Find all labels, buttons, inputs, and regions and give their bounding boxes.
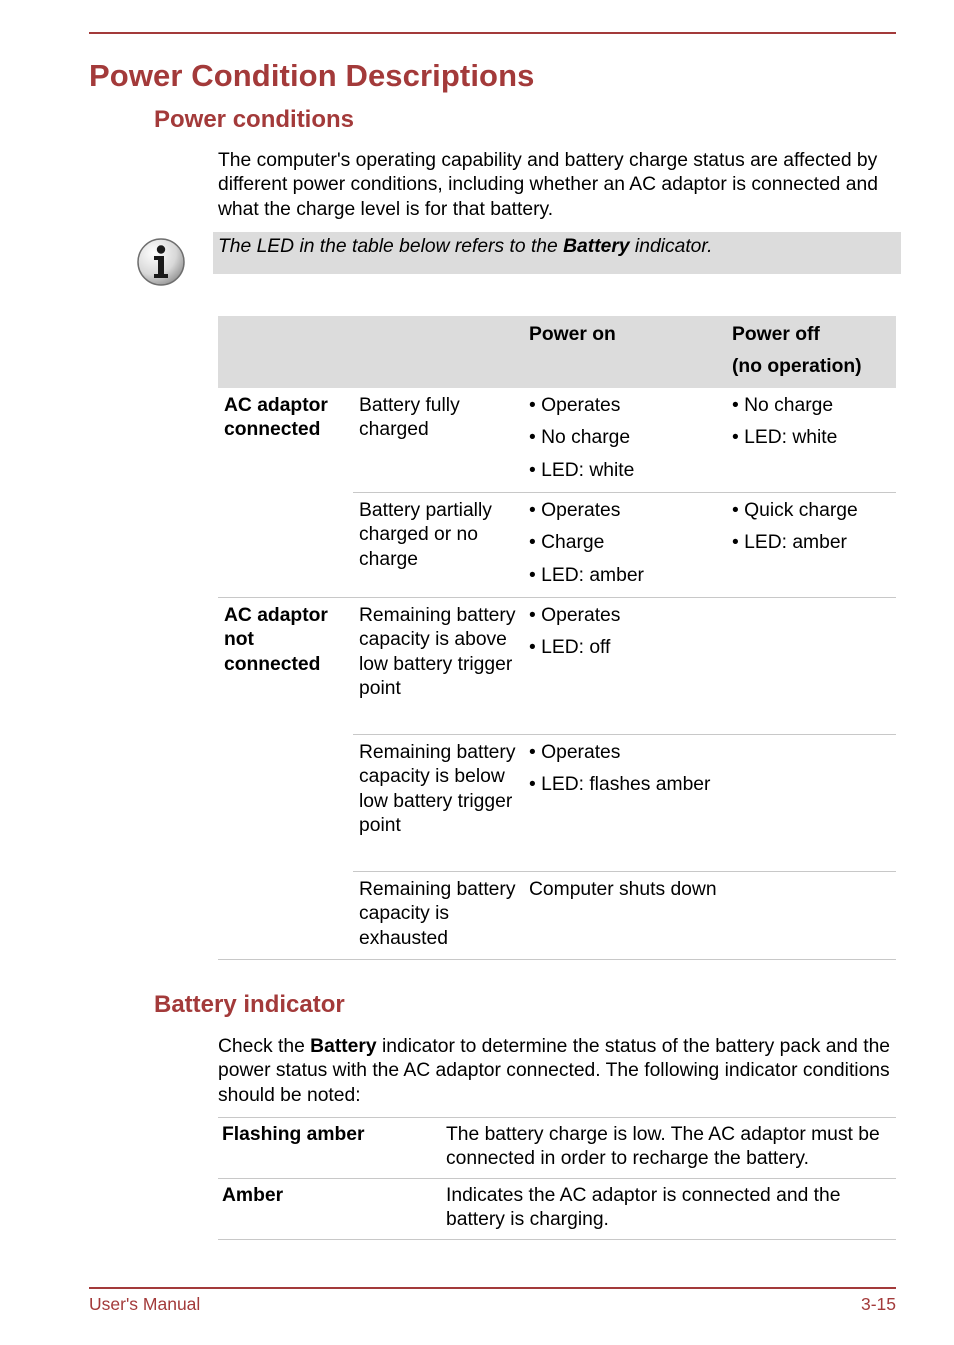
note-text-before: The LED in the table below refers to the [218, 236, 564, 257]
section-heading-power-conditions: Power conditions [154, 106, 355, 133]
condition-text: Remaining battery capacity is above low battery trigger point [359, 605, 516, 700]
note-text-after: indicator. [629, 236, 713, 257]
power-on-item: • Operates [529, 605, 621, 626]
group-label-line: connected [224, 653, 321, 675]
group-label-line: AC adaptor [224, 395, 328, 416]
header-cell-empty-2 [353, 316, 523, 388]
header-power-off [726, 316, 896, 388]
footer-page-number: 3-15 [860, 1294, 896, 1314]
power-on-item: • Operates [529, 500, 621, 521]
top-rule [89, 32, 896, 34]
power-off-cell [726, 872, 896, 960]
page-title: Power Condition Descriptions [89, 58, 535, 93]
power-off-cell [726, 493, 896, 598]
table-header-row [218, 316, 896, 388]
power-on-item: • Operates [529, 395, 621, 416]
power-on-item: • No charge [529, 427, 631, 449]
intro-text-after: indicator to determine the status of the battery pack and the power status with the AC adaptor connected. The following indicator conditions should be noted: [218, 1036, 891, 1106]
header-power-on [523, 316, 726, 388]
power-conditions-table [218, 316, 896, 960]
power-on-item: • Operates [529, 742, 621, 763]
power-off-cell [726, 388, 896, 493]
battery-indicator-table [218, 1117, 896, 1240]
power-on-item: • LED: amber [529, 564, 644, 586]
condition-cell [353, 388, 523, 493]
power-on-cell [523, 735, 726, 872]
power-on-item: Computer shuts down [529, 879, 717, 900]
condition-text: Battery partially charged or no charge [359, 500, 492, 570]
condition-cell [353, 598, 523, 735]
group-label-ac-not-connected [218, 598, 353, 960]
power-conditions-intro: The computer's operating capability and battery charge status are affected by different power conditions, including whether an AC adaptor is connected and what the charge level is for that battery. [218, 150, 878, 220]
condition-cell [353, 735, 523, 872]
group-label-line: not [224, 629, 254, 651]
power-off-cell [726, 735, 896, 872]
header-power-off-sublabel: (no operation) [732, 356, 862, 378]
power-off-item: • LED: amber [732, 532, 847, 554]
group-label-line: connected [224, 419, 321, 441]
table-row [218, 598, 896, 735]
power-on-cell [523, 598, 726, 735]
power-off-item: • No charge [732, 395, 834, 416]
group-label-line: AC adaptor [224, 605, 328, 626]
footer-rule [89, 1287, 896, 1289]
indicator-description: Indicates the AC adaptor is connected and the battery is charging. [442, 1178, 896, 1239]
indicator-term: Flashing amber [218, 1118, 442, 1179]
power-off-cell [726, 598, 896, 735]
power-off-item: • LED: white [732, 427, 838, 449]
power-on-cell [523, 872, 726, 960]
header-power-on-label: Power on [529, 324, 616, 345]
battery-indicator-intro [218, 1035, 898, 1108]
group-label-ac-connected [218, 388, 353, 598]
info-icon [136, 237, 186, 287]
note-text [218, 236, 712, 258]
power-on-item: • Charge [529, 532, 605, 554]
intro-text-bold: Battery [310, 1036, 377, 1057]
table-row [218, 1178, 896, 1239]
note-text-bold: Battery [563, 236, 630, 257]
indicator-term: Amber [218, 1178, 442, 1239]
footer-manual-name: User's Manual [89, 1294, 201, 1314]
condition-text: Battery fully charged [359, 395, 460, 441]
power-on-item: • LED: flashes amber [529, 774, 711, 796]
intro-text-before: Check the [218, 1036, 311, 1057]
table-row [218, 1118, 896, 1179]
power-on-item: • LED: white [529, 459, 635, 481]
header-cell-empty-1 [218, 316, 353, 388]
power-on-cell [523, 493, 726, 598]
section-heading-battery-indicator: Battery indicator [154, 991, 345, 1018]
power-on-cell [523, 388, 726, 493]
condition-cell [353, 872, 523, 960]
table-row [218, 388, 896, 493]
indicator-description: The battery charge is low. The AC adaptor must be connected in order to recharge the battery. [442, 1118, 896, 1179]
header-power-off-label: Power off [732, 324, 820, 345]
power-off-item: • Quick charge [732, 500, 858, 521]
note-box [213, 232, 901, 274]
condition-cell [353, 493, 523, 598]
power-on-item: • LED: off [529, 637, 611, 659]
condition-text: Remaining battery capacity is exhausted [359, 879, 516, 949]
condition-text: Remaining battery capacity is below low battery trigger point [359, 742, 516, 837]
